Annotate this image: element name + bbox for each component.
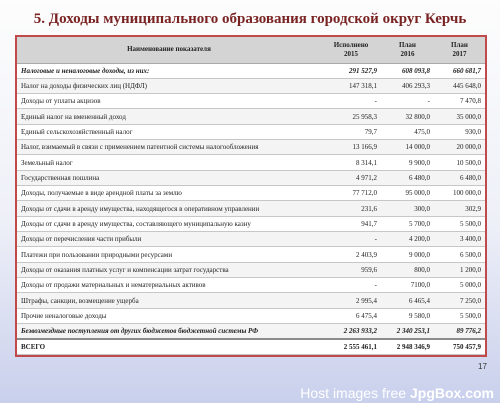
row-plan-2016-cell: 4 200,0 [381, 232, 434, 247]
table-row [17, 339, 485, 355]
table-row [17, 78, 485, 93]
row-executed-2015-cell: 2 403,9 [321, 247, 381, 262]
row-executed-2015-cell: 25 958,3 [321, 109, 381, 124]
row-plan-2017-cell: 5 500,0 [434, 216, 485, 231]
row-name-cell: Доходы от сдачи в аренду имущества, находящегося в оперативном управлении [17, 201, 321, 216]
table-row [17, 201, 485, 216]
table-row [17, 247, 485, 262]
row-executed-2015-cell: - [321, 232, 381, 247]
row-plan-2017-cell: 6 480,0 [434, 170, 485, 185]
row-executed-2015-cell: 2 995,4 [321, 293, 381, 308]
row-name-cell: Налог на доходы физических лиц (НДФЛ) [17, 78, 321, 93]
row-name-cell: Платежи при пользовании природными ресурсами [17, 247, 321, 262]
row-plan-2016-cell: - [381, 94, 434, 109]
row-executed-2015-cell: 6 475,4 [321, 308, 381, 323]
row-plan-2016-cell: 14 000,0 [381, 140, 434, 155]
row-executed-2015-cell: 4 971,2 [321, 170, 381, 185]
header-name: Наименование показателя [17, 37, 321, 63]
table-row [17, 262, 485, 277]
table-row [17, 109, 485, 124]
table-row [17, 216, 485, 231]
row-plan-2016-cell: 9 900,0 [381, 155, 434, 170]
slide-title: 5. Доходы муниципального образования городской округ Керчь [33, 11, 467, 27]
row-name-cell: Доходы от оказания платных услуг и компенсации затрат государства [17, 262, 321, 277]
row-plan-2017-cell: 7 250,0 [434, 293, 485, 308]
revenue-table-frame [15, 35, 487, 357]
table-row [17, 278, 485, 293]
row-plan-2017-cell: 445 648,0 [434, 78, 485, 93]
row-plan-2016-cell: 2 340 253,1 [381, 324, 434, 339]
row-executed-2015-cell: 147 318,1 [321, 78, 381, 93]
row-plan-2016-cell: 5 700,0 [381, 216, 434, 231]
row-name-cell: Единый сельскохозяйственный налог [17, 124, 321, 139]
header-executed-2015: Исполнено 2015 [321, 37, 381, 63]
row-name-cell: ВСЕГО [17, 339, 321, 355]
header-plan-2017: План 2017 [434, 37, 485, 63]
row-executed-2015-cell: 291 527,9 [321, 63, 381, 78]
row-plan-2017-cell: 5 500,0 [434, 308, 485, 323]
row-plan-2017-cell: 3 400,0 [434, 232, 485, 247]
row-plan-2016-cell: 9 580,0 [381, 308, 434, 323]
row-name-cell: Налоговые и неналоговые доходы, из них: [17, 63, 321, 78]
row-plan-2017-cell: 6 500,0 [434, 247, 485, 262]
row-name-cell: Единый налог на вмененный доход [17, 109, 321, 124]
row-name-cell: Прочие неналоговые доходы [17, 308, 321, 323]
table-row [17, 124, 485, 139]
row-plan-2016-cell: 7100,0 [381, 278, 434, 293]
row-executed-2015-cell: 2 263 933,2 [321, 324, 381, 339]
row-executed-2015-cell: 8 314,1 [321, 155, 381, 170]
table-row [17, 232, 485, 247]
table-row [17, 155, 485, 170]
row-name-cell: Доходы, получаемые в виде арендной платы за землю [17, 186, 321, 201]
row-plan-2017-cell: 750 457,9 [434, 339, 485, 355]
row-plan-2016-cell: 6 480,0 [381, 170, 434, 185]
row-plan-2016-cell: 6 465,4 [381, 293, 434, 308]
row-plan-2017-cell: 5 000,0 [434, 278, 485, 293]
row-executed-2015-cell: 941,7 [321, 216, 381, 231]
row-plan-2017-cell: 930,0 [434, 124, 485, 139]
table-row [17, 94, 485, 109]
row-executed-2015-cell: - [321, 278, 381, 293]
page-number: 17 [478, 362, 487, 371]
row-plan-2016-cell: 9 000,0 [381, 247, 434, 262]
row-plan-2017-cell: 20 000,0 [434, 140, 485, 155]
row-name-cell: Доходы от уплаты акцизов [17, 94, 321, 109]
row-plan-2016-cell: 2 948 346,9 [381, 339, 434, 355]
row-plan-2017-cell: 660 681,7 [434, 63, 485, 78]
row-executed-2015-cell: 2 555 461,1 [321, 339, 381, 355]
row-name-cell: Налог, взимаемый в связи с применением патентной системы налогообложения [17, 140, 321, 155]
row-plan-2017-cell: 1 200,0 [434, 262, 485, 277]
table-row [17, 170, 485, 185]
table-row [17, 308, 485, 323]
row-executed-2015-cell: 77 712,0 [321, 186, 381, 201]
table-row [17, 186, 485, 201]
table-row [17, 63, 485, 78]
row-name-cell: Доходы от продажи материальных и нематериальных активов [17, 278, 321, 293]
row-name-cell: Безвозмездные поступления от других бюджетов бюджетной системы РФ [17, 324, 321, 339]
row-plan-2016-cell: 406 293,3 [381, 78, 434, 93]
row-plan-2016-cell: 32 800,0 [381, 109, 434, 124]
row-executed-2015-cell: 959,6 [321, 262, 381, 277]
row-executed-2015-cell: 231,6 [321, 201, 381, 216]
watermark: Host images free JpgBox.com [300, 385, 494, 401]
row-executed-2015-cell: 79,7 [321, 124, 381, 139]
row-plan-2017-cell: 302,9 [434, 201, 485, 216]
table-row [17, 140, 485, 155]
row-plan-2017-cell: 7 470,8 [434, 94, 485, 109]
row-plan-2017-cell: 100 000,0 [434, 186, 485, 201]
row-executed-2015-cell: 13 166,9 [321, 140, 381, 155]
row-plan-2017-cell: 89 776,2 [434, 324, 485, 339]
row-name-cell: Государственная пошлина [17, 170, 321, 185]
table-header-row [17, 37, 485, 63]
row-name-cell: Доходы от перечисления части прибыли [17, 232, 321, 247]
row-plan-2016-cell: 608 093,8 [381, 63, 434, 78]
table-row [17, 293, 485, 308]
header-plan-2016: План 2016 [381, 37, 434, 63]
row-name-cell: Земельный налог [17, 155, 321, 170]
row-plan-2016-cell: 475,0 [381, 124, 434, 139]
row-executed-2015-cell: - [321, 94, 381, 109]
row-plan-2016-cell: 800,0 [381, 262, 434, 277]
row-name-cell: Штрафы, санкции, возмещение ущерба [17, 293, 321, 308]
row-plan-2016-cell: 300,0 [381, 201, 434, 216]
row-plan-2017-cell: 35 000,0 [434, 109, 485, 124]
row-name-cell: Доходы от сдачи в аренду имущества, составляющего муниципальную казну [17, 216, 321, 231]
table-row [17, 324, 485, 339]
revenue-table [17, 37, 485, 355]
row-plan-2017-cell: 10 500,0 [434, 155, 485, 170]
row-plan-2016-cell: 95 000,0 [381, 186, 434, 201]
